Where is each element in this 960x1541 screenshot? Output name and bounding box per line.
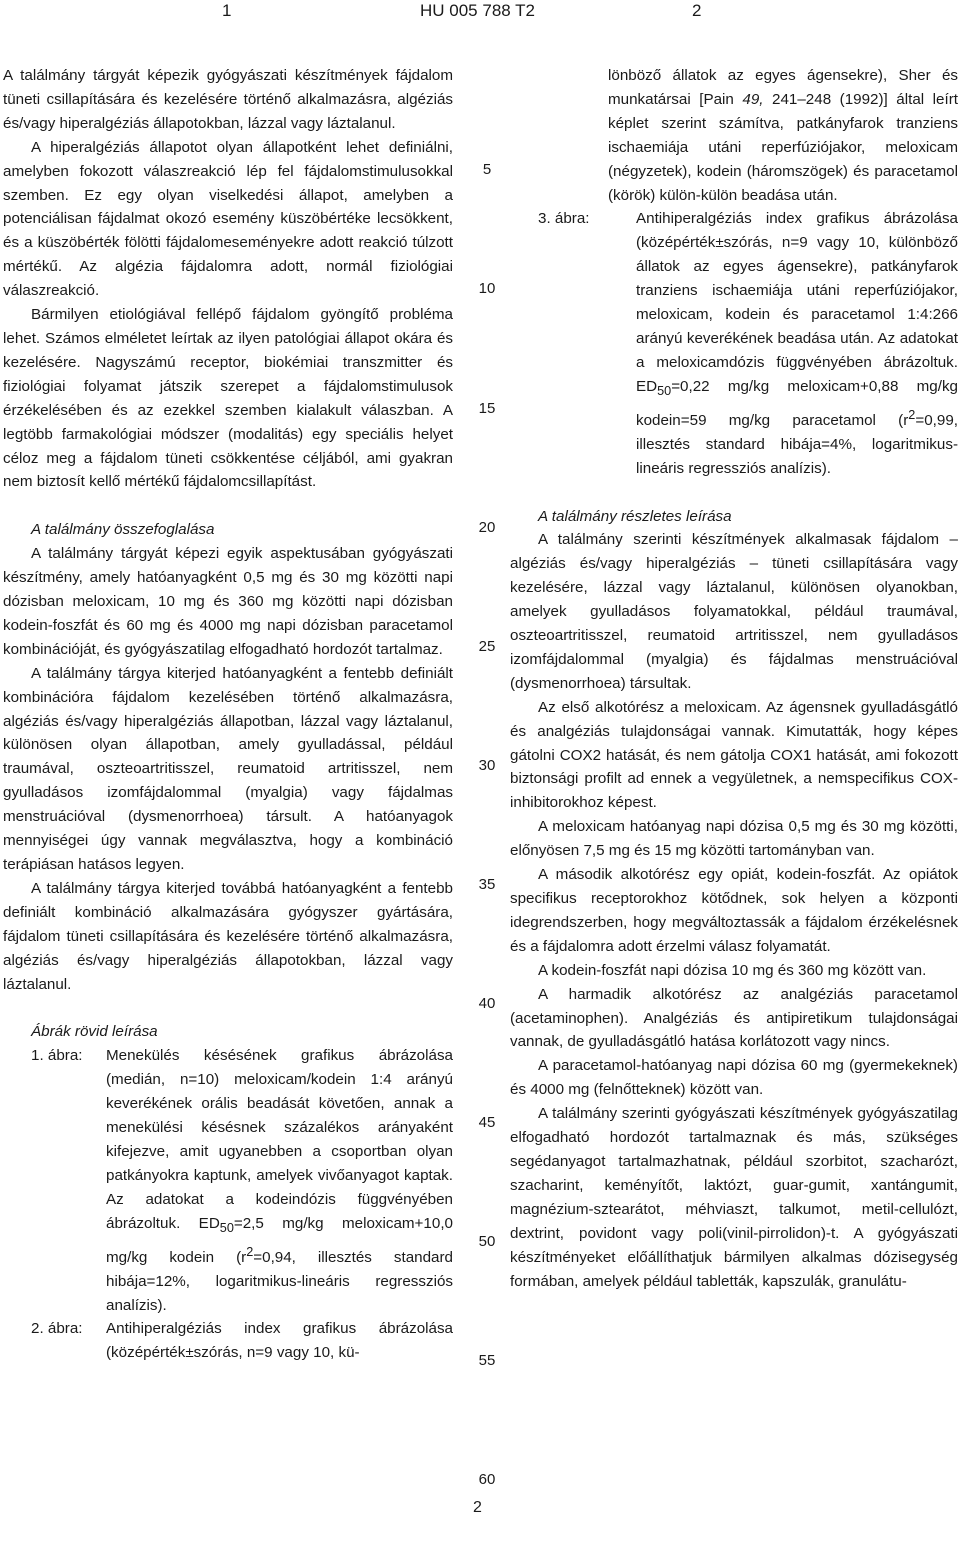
figure-label: 3. ábra: [538,210,590,228]
paragraph: A második alkotórész egy opiát, kodein-foszfát. Az opiátok specifikus receptorokhoz kötődnek, sok helyen a központi idegrendszerben, hogy megváltoztassák a fájdalom érzékelésnek és a fájdalomra adott érzelmi válasz folyamatát. [510,866,958,955]
footer-page-number: 2 [473,1499,482,1516]
figure-text: Antihiperalgéziás index grafikus ábrázolása (középérték±szórás, n=9 vagy 10, különböző állatok az egyes ágensekre), patkányfarok tranziens ischaemiája utáni reperfúziójakor, meloxicam, kodein és paracetamol 1:4:266 arányú keverékének beadása után. Az adatokat a meloxicamdózis függvényében ábrázoltuk. $ED_{50}=0,22$ mg/kg meloxicam+0,88 mg/kg kodein=59 mg/kg paracetamol ($r^2=0,99$, illesztés standard hibája=4%, logaritmikus-lineáris regressziós analízis). [636,210,958,477]
page-number-right: 2 [692,1,702,20]
figure-description-2-cont [510,64,958,207]
line-number: 60 [478,1471,496,1488]
line-number: 45 [478,1114,496,1131]
paragraph: A találmány szerinti gyógyászati készítmények gyógyászatilag elfogadható hordozót tartalmaznak és más, szükséges segédanyagot tartalmazhatnak, például szorbitot, szacharózt, szacharint, keményítőt, laktózt, guar-gumit, xantángumit, magnézium-sztearátot, méhviaszt, talkumot, metil-cellulózt, dextrint, povidont vagy poli(vinil-pirrolidon)-t. A gyógyászati készítményeket előállíthatjuk bármilyen alkalmas dózisegység formában, amelyek például tabletták, kapszulák, granulátu- [510,1105,958,1290]
figure-text: lönböző állatok az egyes ágensekre), Sher és munkatársai [Pain 49, 241–248 (1992)] által leírt képlet szerint számítva, patkányfarok tranziens ischaemiája utáni reperfúziójakor, meloxicam (négyzetek), kodein (háromszögek) és paracetamol (körök) külön-külön beadása után. [608,67,958,204]
paragraph: A kodein-foszfát napi dózisa 10 mg és 360 mg között van. [538,961,927,979]
paragraph: A harmadik alkotórész az analgéziás paracetamol (acetaminophen). Analgéziás és antipiretikum tulajdonságai vannak, de gyulladásgátló hatása korlátozott vagy nincs. [510,985,958,1051]
line-number: 15 [478,400,496,417]
paragraph: A paracetamol-hatóanyag napi dózisa 60 mg (gyermekeknek) és 4000 mg (felnőtteknek) között van. [510,1057,958,1099]
right-column [510,64,958,1293]
figure-label: 1. ábra: [31,1047,83,1065]
section-heading-detail: A találmány részletes leírása [538,507,732,525]
paragraph: A találmány tárgya kiterjed hatóanyagként a fentebb definiált kombinációra fájdalom kezelésében történő alkalmazásra, algéziás és/vagy hiperalgéziás állapotban, lázzal vagy láztalanul, különösen olyan állapotban, amely gyulladással, például traumával, oszteoartritisszel, reumatoid artritisszel, nem gyulladásos izomfájdalommal (myalgia) vagy fájdalmas menstruációval (dysmenorrhoea) társult. A hatóanyagok mennyiségei úgy vannak megválasztva, hogy a kombináció terápiásan hatásos legyen. [3,664,453,873]
line-number: 10 [478,280,496,297]
figure-label: 2. ábra: [31,1320,83,1338]
paragraph: A találmány szerinti készítmények alkalmasak fájdalom – algéziás és/vagy hiperalgéziás – tüneti csillapítására vagy kezelésére, lázzal vagy láztalanul, különösen olyanokban, amelyek gyulladásos folyamatokkal, például traumával, oszteoartritisszel, reumatoid artritisszel, nem gyulladásos izomfájdalommal (myalgia) és fájdalmas menstruációval (dysmenorrhoea) társultak. [510,531,958,692]
figure-text: Antihiperalgéziás index grafikus ábrázolása (középérték±szórás, n=9 vagy 10, kü- [106,1320,453,1362]
paragraph: A hiperalgéziás állapotot olyan állapotként lehet definiálni, amelyben fokozott válaszreakció lép fel fájdalomstimulusokkal szemben. Ez egy olyan viselkedési állapot, amelyben a potenciálisan fájdalmat okozó esemény küszöbértéke lecsökkent, és a küszöbérték fölötti fájdalomeseményekre adott reakció túlzott mértékű. Az algézia fájdalomra adott, normál fiziológiai válaszreakció. [3,138,453,300]
section-heading-figures: Ábrák rövid leírása [31,1023,158,1041]
line-number: 50 [478,1233,496,1250]
figure-description-2 [3,1317,453,1365]
figure-description-3 [510,207,958,480]
paragraph: Az első alkotórész a meloxicam. Az ágensnek gyulladásgátló és analgéziás tulajdonságai vannak. Kimutatták, hogy képes gátolni COX2 hatását, és nem gátolja COX1 hatását, ami fokozott biztonsági profilt ad ennek a vegyületnek, a nemspecifikus COX-inhibitorokhoz képest. [510,698,958,812]
paragraph: A meloxicam hatóanyag napi dózisa 0,5 mg és 30 mg közötti, előnyösen 7,5 mg és 15 mg közötti tartományban van. [510,818,958,860]
paragraph: Bármilyen etiológiával fellépő fájdalom gyöngítő probléma lehet. Számos elméletet leírtak az ilyen patológiai állapot okára és kezelésére. Nagyszámú receptor, biokémiai transzmitter és fiziológiai folyamat játszik szerepet a fájdalomstimulusok érzékelésében és az ezekkel szemben kialakult válaszban. A legtöbb farmakológiai módszer (modalitás) egy speciális helyet céloz meg a fájdalom tüneti csökkentése céljából, ami gyakran nem biztosít kellő mértékű fájdalomcsillapítást. [3,306,453,491]
patent-number: HU 005 788 T2 [420,1,535,20]
figure-text: Menekülés késésének grafikus ábrázolása (medián, n=10) meloxicam/kodein 1:4 arányú keverékének orális beadását követően, annak a menekülési késésnek százalékos arányaként kifejezve, amit ugyanebben a csoportban olyan patkányokra kaptunk, amelyek vivőanyagot kaptak. Az adatokat a kodeindózis függvényében ábrázoltuk. $ED_{50}=2,5$ mg/kg meloxicam+10,0 mg/kg kodein ($r^2=0,94$, illesztés standard hibája=12%, logaritmikus-lineáris regressziós analízis). [106,1047,453,1314]
paragraph: A találmány tárgyát képezi egyik aspektusában gyógyászati készítmény, amely hatóanyagként 0,5 mg és 30 mg közötti napi dózisban meloxicam, 10 mg és 360 mg közötti napi dózisban kodein-foszfát és 60 mg és 4000 mg napi dózisban paracetamol kombinációját, és gyógyászatilag elfogadható hordozót tartalmaz. [3,545,453,658]
line-number: 40 [478,995,496,1012]
line-number: 5 [482,161,492,178]
line-number: 20 [478,519,496,536]
section-heading-summary: A találmány összefoglalása [31,521,215,539]
paragraph: A találmány tárgyát képezik gyógyászati készítmények fájdalom tüneti csillapítására és kezelésére történő alkalmazásra, algéziás és/vagy hiperalgéziás állapotokban, lázzal vagy láztalanul. [3,67,453,132]
left-column [3,64,453,1365]
figure-description-1 [3,1044,453,1317]
line-number: 55 [478,1352,496,1369]
line-number: 25 [478,638,496,655]
paragraph: A találmány tárgya kiterjed továbbá hatóanyagként a fentebb definiált kombináció alkalmazására gyógyszer gyártására, fájdalom tüneti csillapítására és kezelésére történő alkalmazásra, algéziás és/vagy hiperalgéziás állapotokban, lázzal vagy láztalanul. [3,879,453,993]
page-number-left: 1 [222,1,232,20]
line-number: 30 [478,757,496,774]
line-number: 35 [478,876,496,893]
